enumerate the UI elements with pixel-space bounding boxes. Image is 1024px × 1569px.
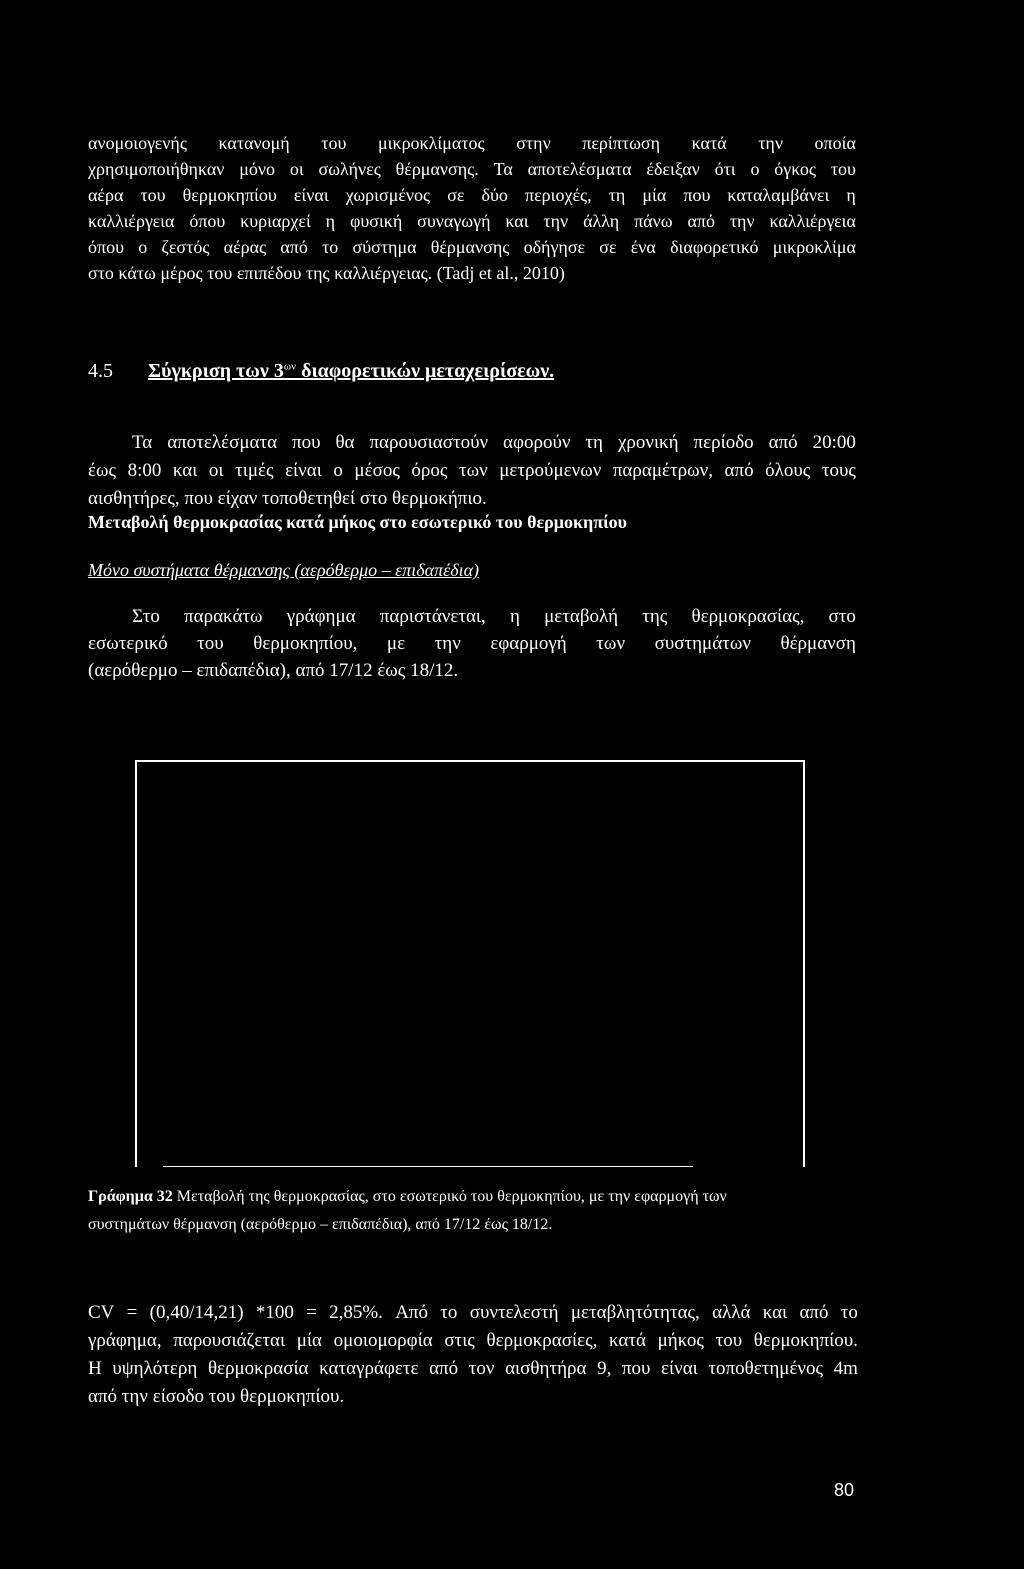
word: και [762,1302,788,1323]
word: του [140,185,166,205]
word: θέρμανσης. [395,159,479,179]
word: Στο [132,606,160,627]
word: μικροκλίματος [378,133,485,153]
word: του [830,159,856,179]
word: έδειξαν [646,159,700,179]
section-title-main: Σύγκριση των 3 [148,360,284,382]
chart-placeholder-frame [135,760,805,1167]
word: μεταβλητότητας, [570,1302,700,1323]
word: άλλη [583,211,620,231]
text-line: (αερόθερμο – επιδαπέδια), από 17/12 έως 18/12. [88,660,459,681]
word: θερμοκηπίου [182,185,277,205]
word: θέρμανση [780,633,856,654]
word: το [322,237,339,257]
word: όρος [411,460,448,481]
word: 20:00 [812,432,856,453]
word: μία [642,185,667,205]
word: την [729,211,755,231]
word: αέρα [88,185,124,205]
paragraph-cv [88,1302,858,1414]
word: ένα [630,237,656,257]
page-number: 80 [834,1480,855,1500]
text-line [88,606,856,633]
word: από [768,432,798,453]
text-line [88,1302,858,1330]
text-line [88,633,856,660]
word: στις [444,1330,475,1351]
word: που [683,185,711,205]
word: όγκος [774,159,817,179]
paragraph-period [88,432,856,516]
word: είναι [293,185,329,205]
caption-label: Γράφημα 32 [88,1188,173,1205]
word: φυσική [349,211,403,231]
text-line: αισθητήρες, που είχαν τοποθετηθεί στο θερμοκήπιο. [88,488,487,509]
word: οδήγησε [523,237,586,257]
word: τιμές [235,460,274,481]
caption-line [88,1188,868,1216]
text-line [88,460,856,488]
word: = [126,1302,138,1323]
word: καλλιέργεια [88,211,175,231]
word: παρουσιαστούν [369,432,489,453]
word: κατά [691,133,727,153]
word: οι [289,159,304,179]
text-line [88,1330,858,1358]
frame-bottom-line [163,1166,693,1167]
word: το [840,1302,858,1323]
word: θέρμανσης [430,237,510,257]
word: (0,40/14,21) [149,1302,244,1323]
text-line [88,159,856,185]
text-line [88,133,856,159]
word: αέρας [223,237,267,257]
section-title-rest: διαφορετικών μεταχειρίσεων. [296,360,555,382]
word: συστημάτων [654,633,751,654]
word: σωλήνες [318,159,381,179]
word: όπου [88,237,124,257]
word: θα [335,432,355,453]
word: σε [599,237,617,257]
word: όλους [765,460,811,481]
word: αλλά [712,1302,751,1323]
word: του [321,133,347,153]
word: της [642,606,668,627]
word: την [543,211,569,231]
word: η [325,211,336,231]
word: η [846,185,856,205]
word: των [596,633,626,654]
word: ο [750,159,760,179]
word: παραμέτρων, [612,460,713,481]
section-heading [88,360,554,383]
word: πάνω [634,211,673,231]
word: τους [821,460,856,481]
word: οποία [814,133,856,153]
word: γράφημα [286,606,356,627]
word: συναγωγή [417,211,491,231]
word: θερμοκρασία [207,1358,309,1379]
word: του [715,1330,743,1351]
word: τοποθετημένος [708,1358,824,1379]
word: αποτελέσματα [167,432,278,453]
word: θερμοκηπίου, [253,633,358,654]
word: δύο [481,185,508,205]
word: μετρούμενων [499,460,602,481]
paragraph-intro [88,133,856,289]
word: Τα [493,159,513,179]
sub-subsection-heading: Μόνο συστήματα θέρμανσης (αερόθερμο – επιδαπέδια) [88,560,480,580]
word: ομοιομορφία [333,1330,433,1351]
word: οι [208,460,224,481]
word: εσωτερικό [88,633,168,654]
word: περίπτωση [582,133,661,153]
word: που [621,1358,651,1379]
word: μία [296,1330,322,1351]
word: από [429,1358,459,1379]
text-line: στο κάτω μέρος του επιπέδου της καλλιέργειας. (Tadj et al., 2010) [88,263,565,283]
word: παρακάτω [184,606,263,627]
word: την [434,633,461,654]
word: καταλαμβάνει [727,185,830,205]
word: των [458,460,488,481]
word: έως [88,460,117,481]
word: μόνο [239,159,276,179]
section-title [148,360,554,382]
text-line [88,237,856,263]
word: τον [468,1358,495,1379]
word: ο [138,237,148,257]
word: κυριαρχεί [240,211,311,231]
text-line [88,185,856,211]
word: Από [395,1302,429,1323]
word: η [509,606,520,627]
word: καλλιέργεια [769,211,856,231]
word: κατά [609,1330,646,1351]
text-line [88,1358,858,1386]
word: ανομοιογενής [88,133,187,153]
word: Η [88,1358,102,1379]
section-number: 4.5 [88,360,113,382]
word: με [386,633,406,654]
word: όπου [189,211,226,231]
frame-right-border [803,762,805,1167]
word: *100 [255,1302,294,1323]
word: είναι [661,1358,698,1379]
word: χρονική [617,432,679,453]
word: μικροκλίμα [772,237,856,257]
word: το [440,1302,458,1323]
word: Τα [132,432,153,453]
word: την [758,133,783,153]
word: θερμοκρασίας, [691,606,805,627]
word: ζεστός [161,237,210,257]
word: 4m [833,1358,858,1379]
word: εφαρμογή [490,633,567,654]
caption-text: Μεταβολή της θερμοκρασίας, στο εσωτερικό του θερμοκηπίου, με την εφαρμογή των [172,1188,727,1205]
word: χωρισμένος [345,185,431,205]
word: κατανομή [218,133,290,153]
word: που [292,432,321,453]
word: στην [516,133,551,153]
word: μεταβολή [544,606,619,627]
word: του [197,633,224,654]
word: είναι [285,460,322,481]
word: θερμοκρασίες, [486,1330,598,1351]
word: από [687,211,715,231]
word: γράφημα, [88,1330,162,1351]
word: από [280,237,308,257]
subsection-heading: Μεταβολή θερμοκρασίας κατά μήκος στο εσωτερικό του θερμοκηπίου [88,512,627,532]
word: περίοδο [693,432,754,453]
word: μέσος [354,460,400,481]
section-title-superscript: ων [283,360,297,373]
word: 2,85%. [329,1302,383,1323]
word: CV [88,1302,115,1323]
word: περιοχές, [524,185,592,205]
word: τη [608,185,626,205]
word: μήκος [657,1330,704,1351]
word: στο [828,606,856,627]
word: σε [447,185,465,205]
word: 8:00 [127,460,162,481]
word: και [172,460,198,481]
word: αποτελέσματα [527,159,632,179]
word: τη [585,432,603,453]
word: καταγράφετε [319,1358,419,1379]
text-line [88,211,856,237]
word: χρησιμοποιήθηκαν [88,159,225,179]
word: ο [333,460,343,481]
word: από [799,1302,829,1323]
word: ότι [714,159,736,179]
paragraph-chart-intro [88,606,856,686]
word: παριστάνεται, [379,606,486,627]
caption-line: συστημάτων θέρμανση (αερόθερμο – επιδαπέδια), από 17/12 έως 18/12. [88,1216,553,1233]
word: παρουσιάζεται [173,1330,286,1351]
word: αφορούν [503,432,571,453]
word: από [724,460,754,481]
word: και [505,211,529,231]
word: = [306,1302,317,1323]
text-line: από την είσοδο του θερμοκηπίου. [88,1386,345,1407]
word: σύστημα [352,237,417,257]
word: συντελεστή [469,1302,559,1323]
word: υψηλότερη [112,1358,198,1379]
word: 9, [597,1358,612,1379]
figure-caption [88,1188,868,1244]
text-line [88,432,856,460]
word: θερμοκηπίου. [753,1330,858,1351]
word: αισθητήρα [505,1358,587,1379]
frame-left-border [135,762,137,1167]
word: διαφορετικό [670,237,759,257]
